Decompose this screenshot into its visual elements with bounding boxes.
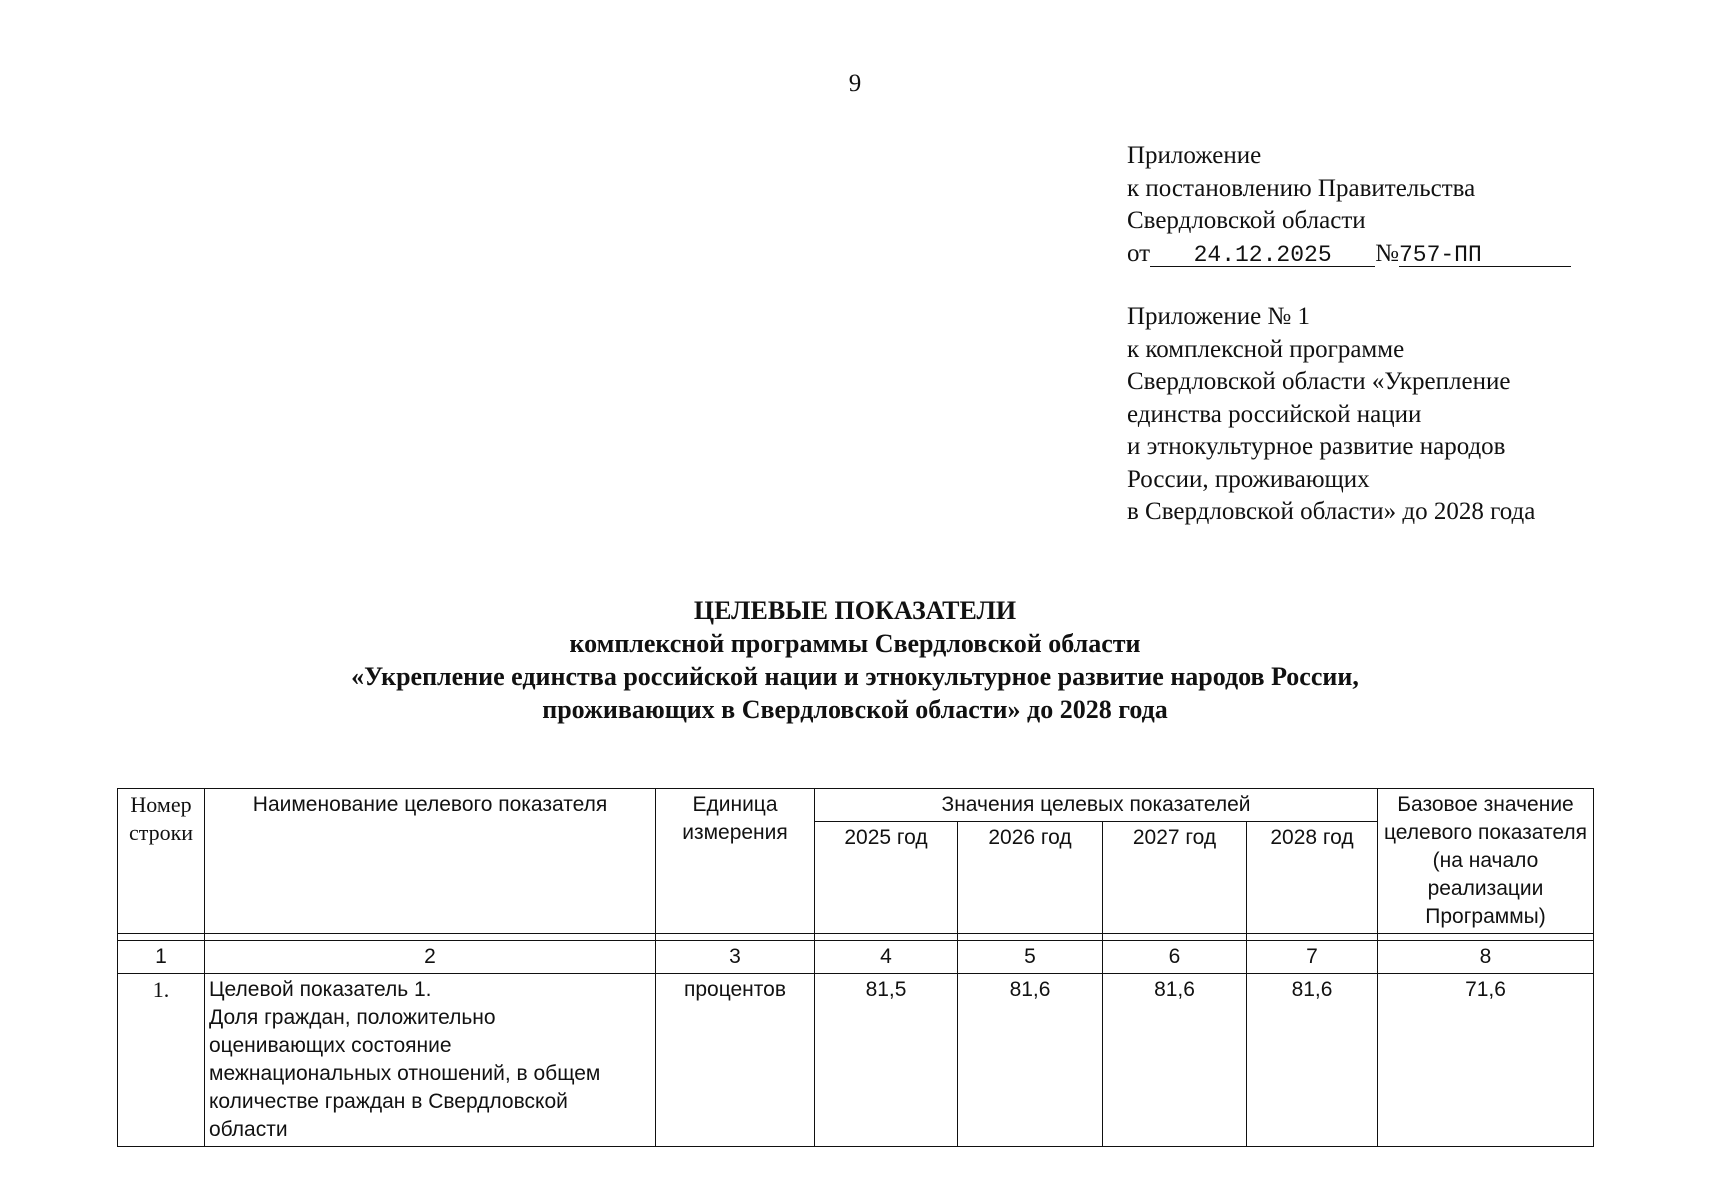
appendix-line-2: Свердловской области xyxy=(1127,207,1366,234)
indicator-name-line: области xyxy=(209,1118,288,1141)
appendix-title: Приложение xyxy=(1127,142,1262,169)
targets-table xyxy=(117,788,1594,1147)
title-line: комплексной программы Свердловской области xyxy=(569,629,1141,658)
base-value: 71,6 xyxy=(1378,974,1594,1147)
column-number: 1 xyxy=(118,941,205,974)
header-year: 2028 год xyxy=(1247,822,1378,934)
header-row-number: Номер строки xyxy=(118,789,205,934)
header-row xyxy=(118,789,1594,822)
appendix-2-line: и этнокультурное развитие народов xyxy=(1127,433,1506,460)
indicator-name xyxy=(205,974,656,1147)
header-year: 2026 год xyxy=(958,822,1103,934)
page-number: 9 xyxy=(848,70,862,97)
column-number: 3 xyxy=(656,941,815,974)
indicator-name-line: межнациональных отношений, в общем xyxy=(209,1062,601,1085)
header-year: 2025 год xyxy=(815,822,958,934)
appendix-date-line xyxy=(1127,238,1571,271)
value-2027: 81,6 xyxy=(1103,974,1247,1147)
column-number: 2 xyxy=(205,941,656,974)
appendix-2-line: Свердловской области «Укрепление xyxy=(1127,368,1511,395)
header-unit: Единица измерения xyxy=(656,789,815,934)
appendix-2-line: Приложение № 1 xyxy=(1127,303,1311,330)
header-base-value: Базовое значение целевого показателя (на начало реализации Программы) xyxy=(1378,789,1594,934)
document-title xyxy=(0,594,1710,726)
number-prefix: № xyxy=(1375,239,1399,267)
table-row xyxy=(118,974,1594,1147)
column-number: 6 xyxy=(1103,941,1247,974)
header-spacer xyxy=(118,934,1594,941)
column-number: 7 xyxy=(1247,941,1378,974)
title-line: проживающих в Свердловской области» до 2028 года xyxy=(542,695,1168,724)
date-value: 24.12.2025 xyxy=(1193,241,1332,268)
title-line: ЦЕЛЕВЫЕ ПОКАЗАТЕЛИ xyxy=(693,596,1017,625)
title-line: «Укрепление единства российской нации и этнокультурное развитие народов России, xyxy=(351,662,1359,691)
appendix-block xyxy=(1127,140,1571,270)
indicator-name-line: количестве граждан в Свердловской xyxy=(209,1090,568,1113)
appendix-2-line: к комплексной программе xyxy=(1127,335,1405,363)
indicator-unit: процентов xyxy=(656,974,815,1147)
appendix-2-block xyxy=(1127,301,1535,529)
appendix-line-1: к постановлению Правительства xyxy=(1127,174,1476,202)
appendix-2-line: единства российской нации xyxy=(1127,400,1422,428)
number-value: 757-ПП xyxy=(1398,241,1482,268)
date-prefix: от xyxy=(1127,239,1151,267)
column-numbers-row xyxy=(118,941,1594,974)
number-field xyxy=(1399,238,1571,267)
row-number: 1. xyxy=(118,974,205,1147)
appendix-2-line: в Свердловской области» до 2028 года xyxy=(1127,498,1536,525)
header-year: 2027 год xyxy=(1103,822,1247,934)
column-number: 5 xyxy=(958,941,1103,974)
value-2026: 81,6 xyxy=(958,974,1103,1147)
indicator-name-line: Доля граждан, положительно xyxy=(209,1006,496,1029)
indicator-name-line: Целевой показатель 1. xyxy=(209,978,432,1001)
date-field xyxy=(1150,238,1375,267)
column-number: 8 xyxy=(1378,941,1594,974)
header-name: Наименование целевого показателя xyxy=(205,789,656,934)
column-number: 4 xyxy=(815,941,958,974)
header-values-group: Значения целевых показателей xyxy=(815,789,1378,822)
value-2025: 81,5 xyxy=(815,974,958,1147)
appendix-2-line: России, проживающих xyxy=(1127,465,1370,493)
indicator-name-line: оценивающих состояние xyxy=(209,1034,452,1057)
value-2028: 81,6 xyxy=(1247,974,1378,1147)
